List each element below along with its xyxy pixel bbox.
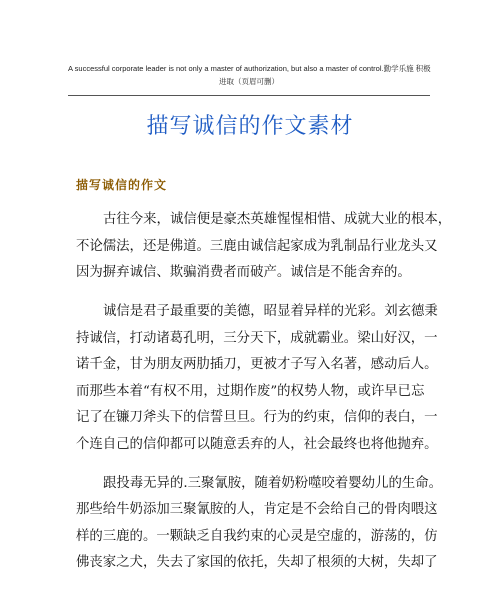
text-line: 不论儒法，还是佛道。三鹿由诚信起家成为乳制品行业龙头又 [76,238,438,254]
section-heading: 描写诚信的作文 [76,178,168,192]
header-line-2: 进取（页眉可删） [219,77,279,86]
text-line: 古往今来，诚信便是豪杰英雄惺惺相惜、成就大业的根本， [103,212,452,227]
header-line-1: A successful corporate leader is not only a master of authorization, but also a master of control.勤学乐施 积极 [68,64,431,73]
paragraph [76,299,438,458]
document-title: 描写诚信的作文素材 [146,114,354,139]
text-line: 那些给牛奶添加三聚氰胺的人，肯定是不会给自己的骨肉喂这 [76,502,438,517]
text-line: 因为摒弃诚信、欺骗消费者而破产。诚信是不能舍弃的。 [76,265,411,280]
text-line: 样的三鹿的。一颗缺乏自我约束的心灵是空虚的，游荡的，仿 [76,528,438,544]
text-line: 诺千金，甘为朋友两肋插刀，更被才子写入名著，感动后人。 [76,357,438,372]
body-text [76,207,452,589]
text-line: 个连自己的信仰都可以随意丢弃的人，社会最终也将他抛弃。 [76,436,438,452]
page-header [68,62,430,88]
paragraph [76,207,452,287]
paragraph [76,471,443,577]
text-line: 诚信是君子最重要的美德，昭显着异样的光彩。刘玄德秉 [103,304,438,319]
text-line: 记了在镰刀斧头下的信誓旦旦。行为的约束，信仰的表白，一 [76,410,438,425]
text-line: 佛丧家之犬，失去了家国的依托，失却了根须的大树，失却了 [76,555,438,570]
text-line: 持诚信，打动诸葛孔明，三分天下，成就霸业。梁山好汉，一 [76,330,438,346]
text-line: 跟投毒无异的.三聚氰胺，随着奶粉噬咬着婴幼儿的生命。 [103,475,443,491]
header-divider [68,95,430,96]
text-line: 而那些本着“有权不用，过期作废”的权势人物，或许早已忘 [76,383,425,399]
